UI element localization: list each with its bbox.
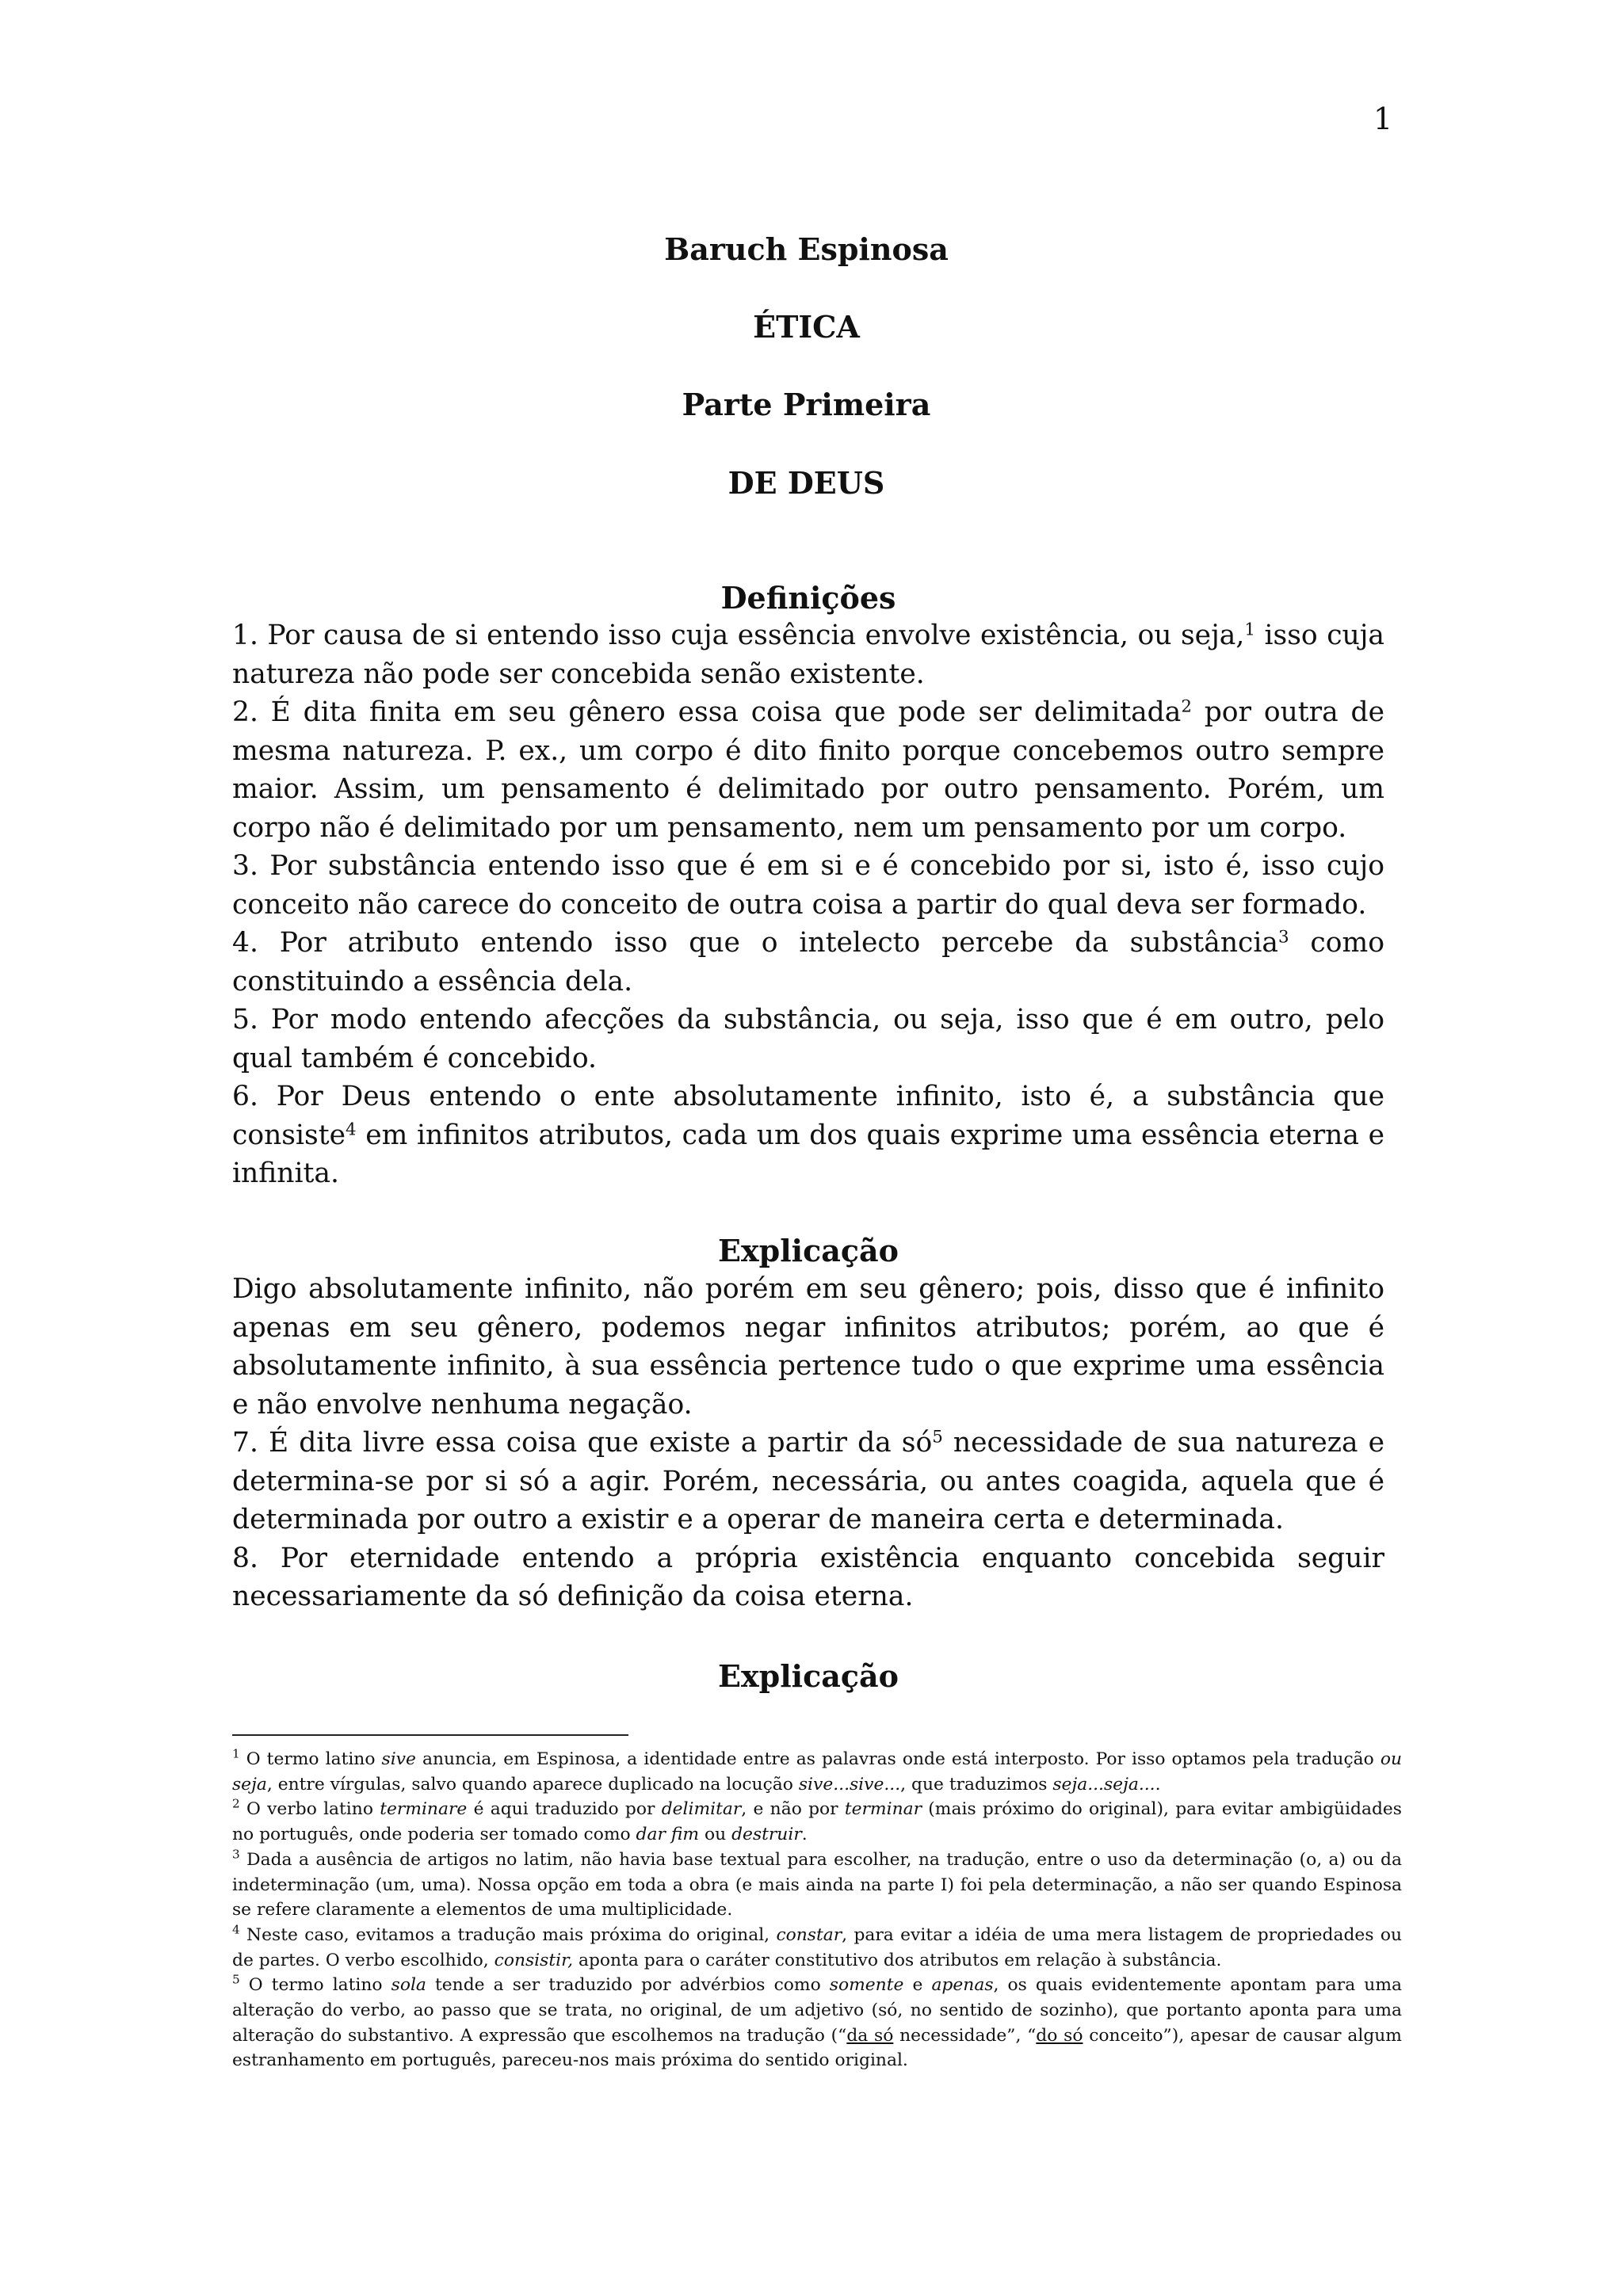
footnote-ref-5[interactable]: 5: [932, 1427, 943, 1447]
part-label: Parte Primeira: [682, 387, 931, 422]
footnote-divider: [232, 1734, 628, 1736]
definition-8: 8. Por eternidade entendo a própria existência enquanto concebida seguir necessariamente da só definição da coisa eterna.: [232, 1542, 1384, 1612]
footnote-ref-1[interactable]: 1: [1244, 620, 1255, 640]
definition-7: 7. É dita livre essa coisa que existe a partir da $só^5$ necessidade de sua natureza e determina-se por si só a agir. Porém, necessária, ou antes coagida, aquela que é determinada por outro a existir e a operar de maneira certa e determinada.: [232, 1427, 1384, 1535]
footnote-ref-2[interactable]: 2: [1181, 696, 1192, 717]
definition-2: 2. É dita finita em seu gênero essa coisa que pode ser delimitada$^2$ por outra de mesma natureza. P. ex., um corpo é dito finito porque concebemos outro sempre maior. Assim, um pensamento é delimitado por outro pensamento. Porém, um corpo não é delimitado por um pensamento, nem um pensamento por um corpo.: [232, 696, 1385, 844]
footnote-5: $^5$ O termo latino sola tende a ser traduzido por advérbios como somente e apenas, os quais evidentemente apontam para uma alteração do verbo, ao passo que se trata, no original, de um adjetivo (só, no sentido de sozinho), que portanto aponta para uma alteração do substantivo. A expressão que escolhemos na tradução (“da só necessidade”, “do só conceito”), apesar de causar algum estranhamento em português, pareceu-nos mais próxima do sentido original.: [232, 1972, 1402, 2071]
definition-3: 3. Por substância entendo isso que é em si e é concebido por si, isto é, isso cujo conceito não carece do conceito de outra coisa a partir do qual deva ser formado.: [232, 850, 1384, 921]
definition-1: 1. Por causa de si entendo isso cuja essência envolve existência, ou seja,$^1$ isso cuja natureza não pode ser concebida senão existente.: [232, 620, 1384, 690]
footnote-4: $^4$ Neste caso, evitamos a tradução mais próxima do original, constar, para evitar a idéia de uma mera listagem de propriedades ou de partes. O verbo escolhido, consistir, aponta para o caráter constitutivo dos atributos em relação à substância.: [232, 1922, 1403, 1970]
footnote-3: $^3$ Dada a ausência de artigos no latim, não havia base textual para escolher, na tradução, entre o uso da determinação (o, a) ou da indeterminação (um, uma). Nossa opção em toda a obra (e mais ainda na parte I) foi pela determinação, a não ser quando Espinosa se refere claramente a elementos de uma multiplicidade.: [232, 1847, 1402, 1920]
definitions-heading: Definições: [720, 580, 896, 616]
part-title: DE DEUS: [727, 465, 885, 501]
footnote-ref-4[interactable]: 4: [346, 1119, 357, 1139]
definition-4: 4. Por atributo entendo isso que o intelecto percebe da substância$^3$ como constituindo a essência dela.: [232, 927, 1384, 997]
explanation-1-text: Digo absolutamente infinito, não porém em seu gênero; pois, disso que é infinito apenas em seu gênero, podemos negar infinitos atributos; porém, ao que é absolutamente infinito, à sua essência pertence tudo o que exprime uma essência e não envolve nenhuma negação.: [232, 1273, 1384, 1421]
definition-6: 6. Por Deus entendo o ente absolutamente infinito, isto é, a substância que consiste$^4$ em infinitos atributos, cada um dos quais exprime uma essência eterna e infinita.: [232, 1081, 1384, 1189]
explanation-block: [232, 1270, 1384, 1616]
definition-5: 5. Por modo entendo afecções da substância, ou seja, isso que é em outro, pelo qual também é concebido.: [232, 1004, 1384, 1074]
explanation-heading-2: Explicação: [718, 1658, 899, 1694]
footnotes: [232, 1747, 1402, 2073]
author-name: Baruch Espinosa: [664, 231, 949, 267]
footnote-ref-3[interactable]: 3: [1277, 927, 1289, 948]
work-title: ÉTICA: [753, 309, 860, 345]
definitions-block: [232, 616, 1384, 1193]
footnote-2: $^2$ O verbo latino terminare é aqui traduzido por delimitar, e não por terminar (mais próximo do original), para evitar ambigüidades no português, onde poderia ser tomado como dar fim ou destruir.: [232, 1797, 1402, 1845]
footnote-1: $^1$ O termo latino sive anuncia, em Espinosa, a identidade entre as palavras onde está interposto. Por isso optamos pela tradução ou seja, entre vírgulas, salvo quando aparece duplicado na locução sive...sive..., que traduzimos seja...seja....: [232, 1746, 1402, 1794]
explanation-heading-1: Explicação: [718, 1233, 899, 1268]
page-number: 1: [1373, 101, 1393, 136]
